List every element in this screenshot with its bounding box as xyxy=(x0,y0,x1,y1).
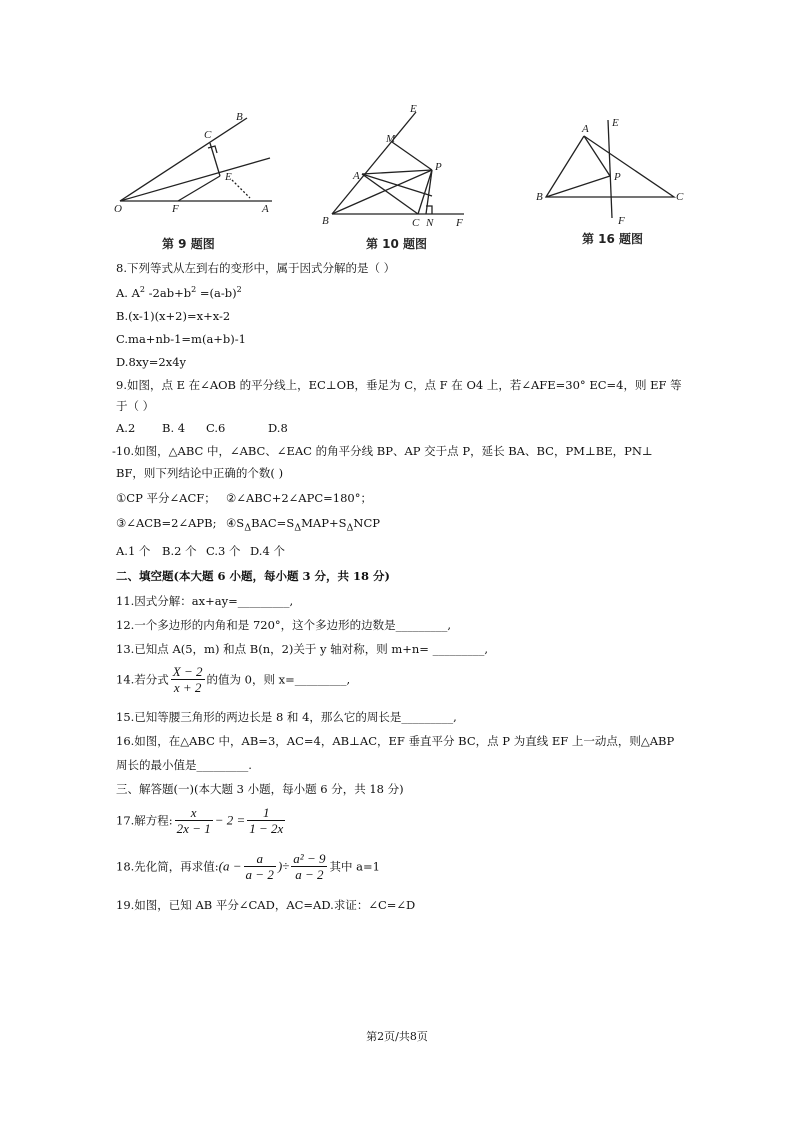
q10-statement-2: ②∠ABC+2∠APC=180°； xyxy=(226,491,372,505)
q18-denominator-1: a − 2 xyxy=(245,867,274,882)
q16-line2: 周长的最小值是_________. xyxy=(116,758,252,772)
q10-stem-line1: -10.如图，△ABC 中，∠ABC、∠EAC 的角平分线 BP、AP 交于点 P，延长 BA、BC，PM⊥BE，PN⊥ xyxy=(112,444,653,458)
fig9-label-o: O xyxy=(114,203,122,215)
q9-stem-line1: 9.如图，点 E 在∠AOB 的平分线上，EC⊥OB，垂足为 C，点 F 在 O4 上，若∠AFE=30° EC=4，则 EF 等 xyxy=(116,378,682,392)
q18-post: 其中 a=1 xyxy=(329,859,380,874)
q10-s4-delta2: Δ xyxy=(294,522,302,534)
q10-options xyxy=(116,543,285,559)
q14-denominator: x + 2 xyxy=(173,680,202,695)
q10-s4-b: BAC=S xyxy=(251,516,295,530)
q8-option-a-mid2: =(a-b) xyxy=(196,286,237,300)
q17-pre: 17.解方程: xyxy=(116,813,173,828)
fig10-label-b: B xyxy=(322,215,329,227)
fig9-label-b: B xyxy=(236,111,243,123)
q17-numerator-2: 1 xyxy=(247,805,285,821)
q18-fraction-2 xyxy=(291,851,327,882)
q17-middle: − 2 = xyxy=(214,812,246,828)
q10-s4-delta3: Δ xyxy=(346,522,354,534)
fig10-label-p: P xyxy=(435,161,442,173)
q18-a: a − xyxy=(223,858,242,874)
q9-stem-line2: 于（ ） xyxy=(116,399,155,413)
fig16-label-f: F xyxy=(618,215,625,227)
figure-10-caption: 第 10 题图 xyxy=(366,237,428,251)
q19: 19.如图，已知 AB 平分∠CAD，AC=AD.求证：∠C=∠D xyxy=(116,898,416,912)
q8-option-d: D.8xy=2x4y xyxy=(116,355,187,369)
q10-statements-3-4 xyxy=(116,515,380,536)
fig9-label-a: A xyxy=(262,203,269,215)
q10-option-a: A.1 个 xyxy=(116,544,151,558)
q9-option-c: C.6 xyxy=(206,421,226,435)
fig9-label-c: C xyxy=(204,129,212,141)
q8-option-b: B.(x-1)(x+2)=x+x-2 xyxy=(116,309,231,323)
q17-denominator-1: 2x − 1 xyxy=(176,821,211,836)
q8-stem: 8.下列等式从左到右的变形中，属于因式分解的是（ ） xyxy=(116,261,396,275)
q9-option-b: B. 4 xyxy=(162,421,186,435)
q18-numerator-1: a xyxy=(244,851,276,867)
q18-fraction-1 xyxy=(244,851,276,882)
q9-options xyxy=(116,420,288,436)
figure-16-caption: 第 16 题图 xyxy=(582,232,644,246)
q8-option-a-pre: A. A xyxy=(116,286,140,300)
q8-option-a-mid: -2ab+b xyxy=(145,286,192,300)
q15: 15.已知等腰三角形的两边长是 8 和 4，那么它的周长是_________, xyxy=(116,710,457,724)
q8-option-a-sup3: 2 xyxy=(236,285,242,294)
q8-option-a xyxy=(116,285,242,301)
q18 xyxy=(116,851,380,882)
figure-16 xyxy=(534,110,694,230)
figure-16-diagram xyxy=(534,110,694,230)
q14-post: 的值为 0，则 x=_________, xyxy=(206,672,351,687)
q10-s4-delta1: Δ xyxy=(244,522,252,534)
q18-numerator-2: a² − 9 xyxy=(293,851,326,866)
q10-option-b: B.2 个 xyxy=(162,544,197,558)
page-footer: 第2页/共8页 xyxy=(366,1030,428,1043)
q8-option-c: C.ma+nb-1=m(a+b)-1 xyxy=(116,332,246,346)
q10-statements-1-2 xyxy=(116,490,372,506)
figure-10 xyxy=(316,100,476,228)
q10-stem-line2: BF，则下列结论中正确的个数( ) xyxy=(116,466,284,480)
q10-option-c: C.3 个 xyxy=(206,544,241,558)
fig16-label-b: B xyxy=(536,191,543,203)
section-3-heading: 三、解答题(一)(本大题 3 小题，每小题 6 分，共 18 分) xyxy=(116,782,404,796)
q9-option-a: A.2 xyxy=(116,421,136,435)
q8-option-a-sup1: 2 xyxy=(139,285,146,294)
q10-s4-c: MAP+S xyxy=(301,516,347,530)
fig10-label-e: E xyxy=(410,103,417,115)
q10-statement-4 xyxy=(226,516,380,534)
q10-statement-1: ①CP 平分∠ACF； xyxy=(116,491,216,505)
q12: 12.一个多边形的内角和是 720°，这个多边形的边数是_________, xyxy=(116,618,452,632)
q17-fraction-2 xyxy=(247,805,285,836)
fig10-label-c: C xyxy=(412,217,420,228)
q17-denominator-2: 1 − 2x xyxy=(249,821,284,836)
fig16-label-p: P xyxy=(614,171,621,183)
figure-10-diagram xyxy=(316,100,476,228)
q11: 11.因式分解：ax+ay=_________, xyxy=(116,594,294,608)
q10-statement-3: ③∠ACB=2∠APB; xyxy=(116,516,217,530)
figure-9-diagram xyxy=(112,108,282,220)
fig16-label-e: E xyxy=(612,117,619,129)
fig10-label-n: N xyxy=(426,217,434,228)
fig16-label-a: A xyxy=(582,123,589,135)
fig10-label-a: A xyxy=(353,170,360,182)
q9-option-d: D.8 xyxy=(268,421,288,435)
fig9-label-f: F xyxy=(172,203,179,215)
q14 xyxy=(116,664,350,695)
q18-pre: 18.先化简，再求值: xyxy=(116,859,219,874)
q14-numerator: X − 2 xyxy=(172,664,203,679)
fig16-label-c: C xyxy=(676,191,684,203)
figure-9-caption: 第 9 题图 xyxy=(162,237,215,251)
q14-fraction xyxy=(171,664,205,695)
figure-9 xyxy=(112,108,282,220)
q14-pre: 14.若分式 xyxy=(116,672,169,687)
fig10-label-f: F xyxy=(456,217,463,228)
q8-option-a-sup2: 2 xyxy=(191,285,197,294)
q10-option-d: D.4 个 xyxy=(250,544,285,558)
q10-s4-a: ④S xyxy=(226,516,245,530)
fig9-label-e: E xyxy=(225,171,232,183)
q18-close: )÷ xyxy=(277,858,290,874)
q18-denominator-2: a − 2 xyxy=(295,867,324,882)
q17-fraction-1 xyxy=(175,805,213,836)
q17-numerator-1: x xyxy=(175,805,213,821)
section-2-heading: 二、填空题(本大题 6 小题，每小题 3 分，共 18 分) xyxy=(116,569,390,583)
q16-line1: 16.如图，在△ABC 中，AB=3，AC=4，AB⊥AC，EF 垂直平分 BC，点 P 为直线 EF 上一动点，则△ABP xyxy=(116,734,675,748)
q10-s4-d: NCP xyxy=(353,516,380,530)
q17 xyxy=(116,805,287,836)
q13: 13.已知点 A(5，m) 和点 B(n，2)关于 y 轴对称，则 m+n= _________, xyxy=(116,642,489,656)
q18-open: ( xyxy=(218,858,224,874)
fig10-label-m: M xyxy=(386,133,396,145)
